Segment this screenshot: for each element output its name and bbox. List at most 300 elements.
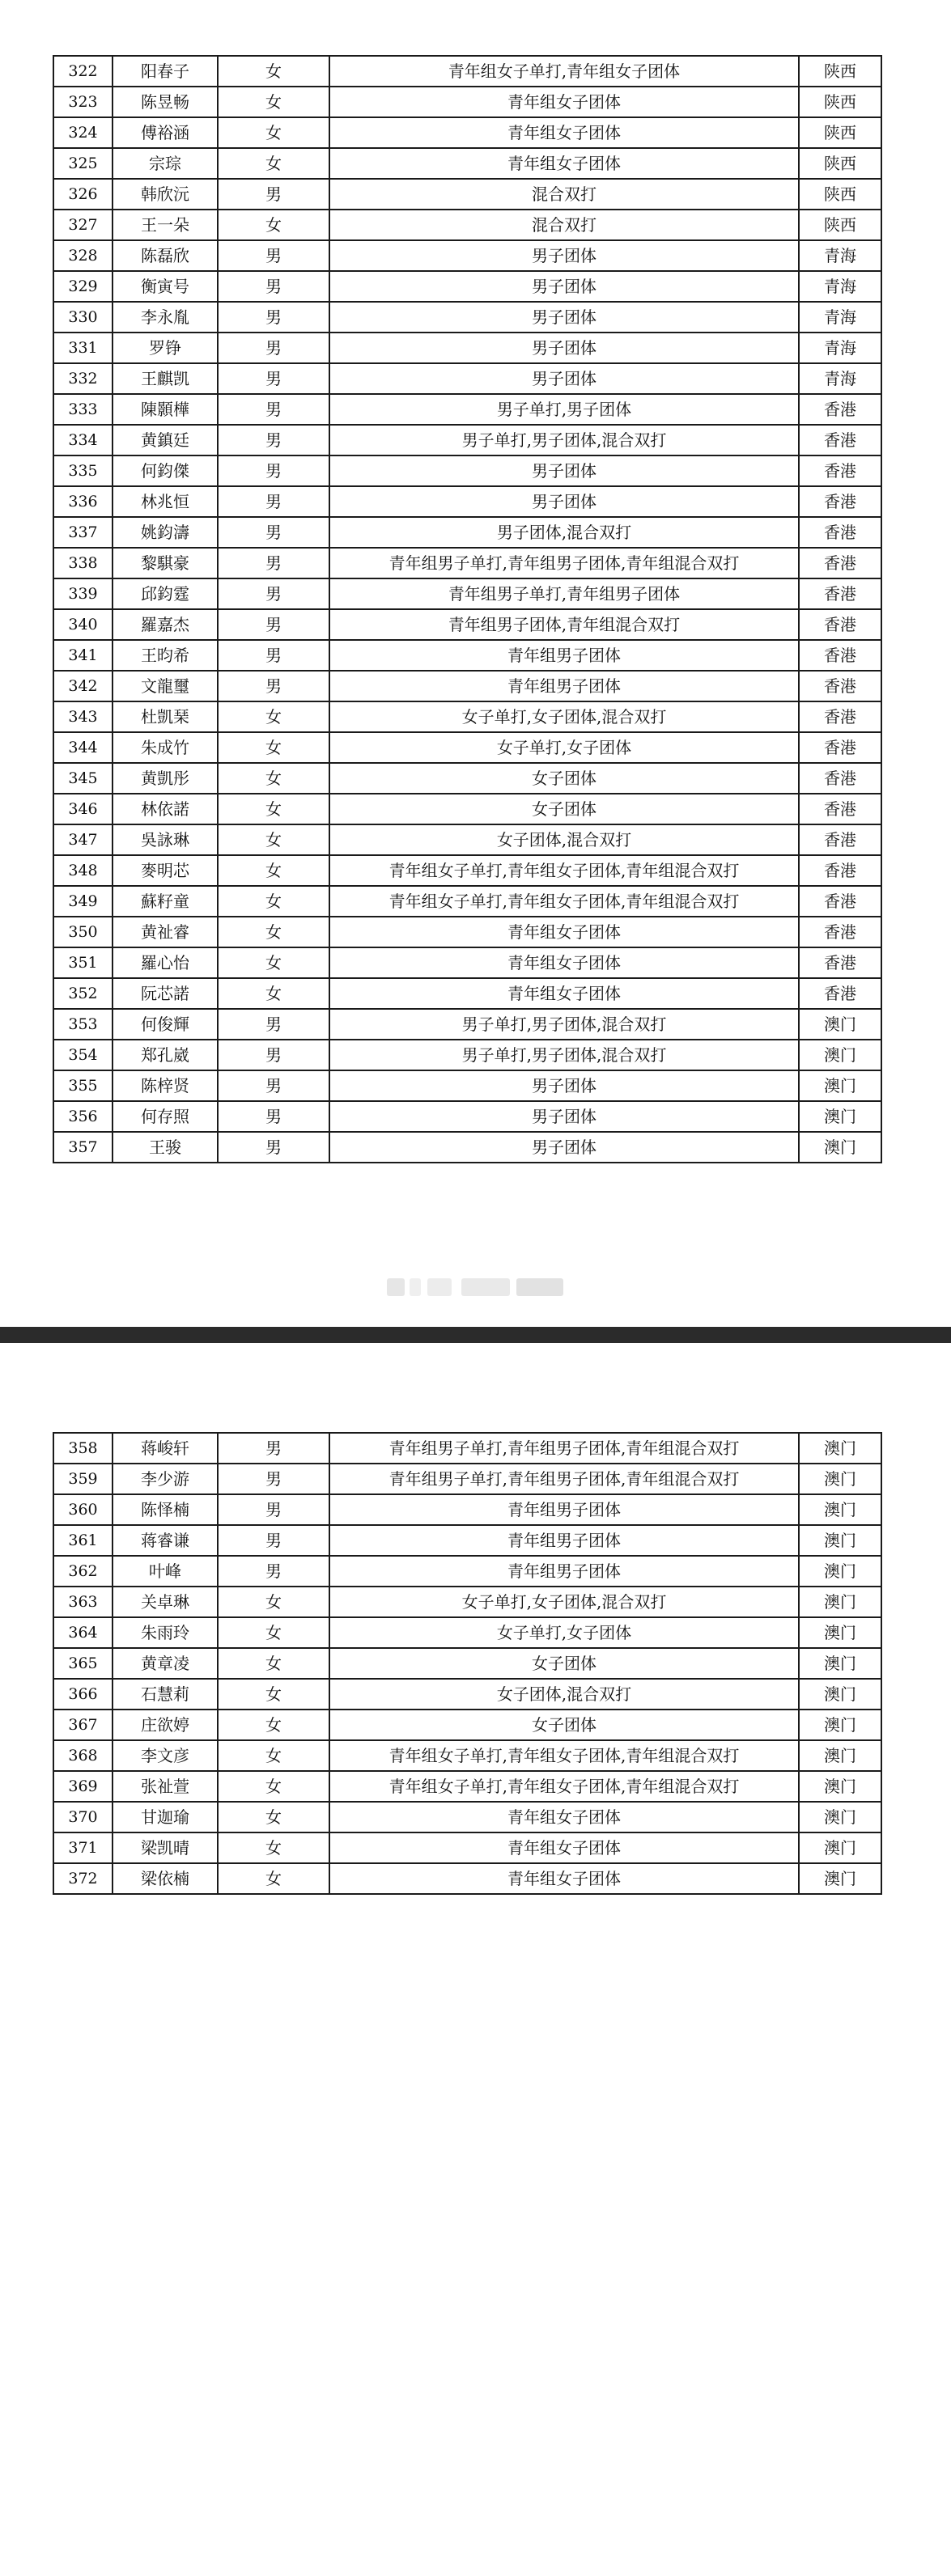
athlete-number-cell: 337 xyxy=(53,517,113,548)
table-row xyxy=(53,701,881,732)
table-row xyxy=(53,1101,881,1132)
athlete-number-cell: 323 xyxy=(53,87,113,117)
athlete-number-cell: 340 xyxy=(53,609,113,640)
athlete-name-cell: 李少游 xyxy=(113,1464,218,1494)
athlete-gender-cell: 女 xyxy=(218,56,329,87)
athlete-region-cell: 澳门 xyxy=(799,1648,881,1679)
athlete-number-cell: 351 xyxy=(53,947,113,978)
athlete-number-cell: 336 xyxy=(53,486,113,517)
table-row xyxy=(53,333,881,363)
table-row xyxy=(53,1710,881,1740)
athlete-event-cell: 男子单打,男子团体,混合双打 xyxy=(329,425,799,455)
athlete-gender-cell: 男 xyxy=(218,271,329,302)
table-row xyxy=(53,548,881,578)
athlete-name-cell: 衡寅号 xyxy=(113,271,218,302)
athlete-name-cell: 梁依楠 xyxy=(113,1863,218,1894)
athlete-event-cell: 青年组女子单打,青年组女子团体,青年组混合双打 xyxy=(329,886,799,917)
athlete-name-cell: 关卓琳 xyxy=(113,1587,218,1617)
table-row xyxy=(53,240,881,271)
athlete-name-cell: 傅裕涵 xyxy=(113,117,218,148)
athlete-region-cell: 澳门 xyxy=(799,1617,881,1648)
athlete-name-cell: 梁凯晴 xyxy=(113,1832,218,1863)
athlete-region-cell: 香港 xyxy=(799,732,881,763)
table-row xyxy=(53,671,881,701)
athlete-region-cell: 澳门 xyxy=(799,1710,881,1740)
athlete-name-cell: 李永胤 xyxy=(113,302,218,333)
athlete-region-cell: 澳门 xyxy=(799,1494,881,1525)
athlete-name-cell: 黄祉睿 xyxy=(113,917,218,947)
athlete-name-cell: 黎騏豪 xyxy=(113,548,218,578)
table-row xyxy=(53,917,881,947)
athlete-gender-cell: 男 xyxy=(218,640,329,671)
athlete-gender-cell: 女 xyxy=(218,763,329,794)
table-row xyxy=(53,1679,881,1710)
athlete-event-cell: 青年组男子单打,青年组男子团体 xyxy=(329,578,799,609)
athlete-region-cell: 澳门 xyxy=(799,1009,881,1040)
athlete-gender-cell: 男 xyxy=(218,609,329,640)
athlete-event-cell: 混合双打 xyxy=(329,179,799,210)
athlete-name-cell: 黄鎮廷 xyxy=(113,425,218,455)
athlete-region-cell: 澳门 xyxy=(799,1525,881,1556)
athlete-name-cell: 何存照 xyxy=(113,1101,218,1132)
table-row xyxy=(53,363,881,394)
athlete-number-cell: 358 xyxy=(53,1433,113,1464)
table-row xyxy=(53,1070,881,1101)
athlete-region-cell: 香港 xyxy=(799,578,881,609)
athlete-gender-cell: 女 xyxy=(218,855,329,886)
table-row xyxy=(53,1617,881,1648)
athlete-gender-cell: 女 xyxy=(218,1679,329,1710)
athlete-gender-cell: 男 xyxy=(218,1009,329,1040)
athlete-event-cell: 女子单打,女子团体 xyxy=(329,732,799,763)
athlete-number-cell: 352 xyxy=(53,978,113,1009)
watermark-logo xyxy=(387,1273,569,1301)
athlete-gender-cell: 女 xyxy=(218,947,329,978)
athlete-number-cell: 326 xyxy=(53,179,113,210)
athlete-number-cell: 322 xyxy=(53,56,113,87)
athlete-name-cell: 文龍璽 xyxy=(113,671,218,701)
athlete-number-cell: 334 xyxy=(53,425,113,455)
athlete-number-cell: 369 xyxy=(53,1771,113,1802)
athlete-gender-cell: 女 xyxy=(218,1587,329,1617)
table-row xyxy=(53,1863,881,1894)
athlete-event-cell: 青年组男子单打,青年组男子团体,青年组混合双打 xyxy=(329,1464,799,1494)
athlete-event-cell: 青年组女子单打,青年组女子团体,青年组混合双打 xyxy=(329,1771,799,1802)
athlete-gender-cell: 男 xyxy=(218,1070,329,1101)
athlete-number-cell: 343 xyxy=(53,701,113,732)
athlete-name-cell: 朱雨玲 xyxy=(113,1617,218,1648)
table-row xyxy=(53,1587,881,1617)
athlete-number-cell: 327 xyxy=(53,210,113,240)
table-row xyxy=(53,271,881,302)
athlete-gender-cell: 男 xyxy=(218,240,329,271)
athlete-event-cell: 男子团体 xyxy=(329,1070,799,1101)
athlete-number-cell: 325 xyxy=(53,148,113,179)
table-row xyxy=(53,455,881,486)
athlete-number-cell: 342 xyxy=(53,671,113,701)
athlete-event-cell: 青年组女子团体 xyxy=(329,917,799,947)
athlete-number-cell: 355 xyxy=(53,1070,113,1101)
athlete-gender-cell: 女 xyxy=(218,701,329,732)
athlete-number-cell: 360 xyxy=(53,1494,113,1525)
athlete-name-cell: 庄欲婷 xyxy=(113,1710,218,1740)
athlete-region-cell: 陕西 xyxy=(799,148,881,179)
athlete-name-cell: 黄章凌 xyxy=(113,1648,218,1679)
athlete-name-cell: 石慧莉 xyxy=(113,1679,218,1710)
athlete-name-cell: 宗琮 xyxy=(113,148,218,179)
table-row xyxy=(53,486,881,517)
table-row xyxy=(53,824,881,855)
table-row xyxy=(53,1132,881,1163)
athlete-gender-cell: 男 xyxy=(218,578,329,609)
athlete-gender-cell: 男 xyxy=(218,1101,329,1132)
table-row xyxy=(53,1009,881,1040)
athlete-number-cell: 350 xyxy=(53,917,113,947)
athlete-name-cell: 何俊輝 xyxy=(113,1009,218,1040)
table-row xyxy=(53,732,881,763)
athlete-region-cell: 澳门 xyxy=(799,1433,881,1464)
athlete-gender-cell: 男 xyxy=(218,1494,329,1525)
athlete-event-cell: 女子单打,女子团体,混合双打 xyxy=(329,701,799,732)
athlete-event-cell: 女子团体 xyxy=(329,1648,799,1679)
athlete-number-cell: 366 xyxy=(53,1679,113,1710)
athlete-number-cell: 349 xyxy=(53,886,113,917)
athlete-number-cell: 328 xyxy=(53,240,113,271)
athlete-name-cell: 麥明芯 xyxy=(113,855,218,886)
athlete-event-cell: 青年组男子单打,青年组男子团体,青年组混合双打 xyxy=(329,548,799,578)
athlete-region-cell: 香港 xyxy=(799,947,881,978)
athlete-name-cell: 黄凱彤 xyxy=(113,763,218,794)
athlete-event-cell: 男子单打,男子团体,混合双打 xyxy=(329,1040,799,1070)
athlete-number-cell: 372 xyxy=(53,1863,113,1894)
athlete-gender-cell: 女 xyxy=(218,824,329,855)
athlete-region-cell: 香港 xyxy=(799,425,881,455)
table-row xyxy=(53,1525,881,1556)
table-row xyxy=(53,56,881,87)
athlete-gender-cell: 男 xyxy=(218,486,329,517)
athlete-name-cell: 林兆恒 xyxy=(113,486,218,517)
table-row xyxy=(53,1740,881,1771)
athlete-name-cell: 陳顥樺 xyxy=(113,394,218,425)
table-row xyxy=(53,978,881,1009)
athlete-number-cell: 335 xyxy=(53,455,113,486)
athlete-region-cell: 澳门 xyxy=(799,1832,881,1863)
athlete-number-cell: 371 xyxy=(53,1832,113,1863)
athlete-name-cell: 郑孔崴 xyxy=(113,1040,218,1070)
athlete-name-cell: 蒋睿谦 xyxy=(113,1525,218,1556)
document-page-2 xyxy=(0,1343,951,2576)
athlete-name-cell: 王昀希 xyxy=(113,640,218,671)
athlete-gender-cell: 男 xyxy=(218,394,329,425)
athlete-gender-cell: 男 xyxy=(218,1525,329,1556)
athlete-region-cell: 澳门 xyxy=(799,1679,881,1710)
athlete-event-cell: 男子单打,男子团体,混合双打 xyxy=(329,1009,799,1040)
athlete-event-cell: 青年组女子团体 xyxy=(329,1832,799,1863)
athlete-region-cell: 青海 xyxy=(799,333,881,363)
athlete-number-cell: 354 xyxy=(53,1040,113,1070)
athlete-event-cell: 男子团体 xyxy=(329,240,799,271)
athlete-number-cell: 353 xyxy=(53,1009,113,1040)
athlete-event-cell: 青年组女子单打,青年组女子团体 xyxy=(329,56,799,87)
athlete-gender-cell: 男 xyxy=(218,1040,329,1070)
athlete-event-cell: 青年组男子团体 xyxy=(329,1525,799,1556)
athlete-event-cell: 青年组女子团体 xyxy=(329,1863,799,1894)
table-row xyxy=(53,1648,881,1679)
athlete-name-cell: 李文彦 xyxy=(113,1740,218,1771)
athlete-gender-cell: 女 xyxy=(218,1771,329,1802)
athlete-event-cell: 男子团体 xyxy=(329,302,799,333)
athlete-event-cell: 青年组女子团体 xyxy=(329,117,799,148)
athlete-gender-cell: 女 xyxy=(218,732,329,763)
athlete-region-cell: 澳门 xyxy=(799,1802,881,1832)
athlete-number-cell: 338 xyxy=(53,548,113,578)
table-row xyxy=(53,148,881,179)
athlete-region-cell: 澳门 xyxy=(799,1132,881,1163)
athlete-region-cell: 陕西 xyxy=(799,56,881,87)
athlete-region-cell: 澳门 xyxy=(799,1464,881,1494)
table-row xyxy=(53,1802,881,1832)
athlete-number-cell: 347 xyxy=(53,824,113,855)
athlete-name-cell: 陈昱畅 xyxy=(113,87,218,117)
athlete-gender-cell: 女 xyxy=(218,978,329,1009)
athlete-event-cell: 男子团体 xyxy=(329,333,799,363)
athlete-gender-cell: 男 xyxy=(218,455,329,486)
table-row xyxy=(53,947,881,978)
athlete-event-cell: 男子团体 xyxy=(329,1101,799,1132)
athlete-region-cell: 澳门 xyxy=(799,1040,881,1070)
athlete-name-cell: 邱鈞霆 xyxy=(113,578,218,609)
athlete-gender-cell: 女 xyxy=(218,210,329,240)
athlete-region-cell: 香港 xyxy=(799,671,881,701)
athlete-event-cell: 青年组女子团体 xyxy=(329,148,799,179)
athlete-region-cell: 澳门 xyxy=(799,1863,881,1894)
athlete-gender-cell: 男 xyxy=(218,179,329,210)
athlete-gender-cell: 女 xyxy=(218,1740,329,1771)
table-row xyxy=(53,179,881,210)
athlete-gender-cell: 女 xyxy=(218,87,329,117)
table-row xyxy=(53,1433,881,1464)
athlete-gender-cell: 男 xyxy=(218,517,329,548)
roster-table-body xyxy=(53,1433,881,1894)
table-row xyxy=(53,1832,881,1863)
athlete-gender-cell: 男 xyxy=(218,363,329,394)
athlete-event-cell: 青年组男子单打,青年组男子团体,青年组混合双打 xyxy=(329,1433,799,1464)
athlete-event-cell: 男子团体 xyxy=(329,455,799,486)
athlete-name-cell: 甘迦瑜 xyxy=(113,1802,218,1832)
table-row xyxy=(53,640,881,671)
athlete-number-cell: 368 xyxy=(53,1740,113,1771)
athlete-name-cell: 蘇籽童 xyxy=(113,886,218,917)
athlete-region-cell: 青海 xyxy=(799,302,881,333)
athlete-region-cell: 香港 xyxy=(799,794,881,824)
athlete-event-cell: 女子团体,混合双打 xyxy=(329,1679,799,1710)
athlete-number-cell: 341 xyxy=(53,640,113,671)
athlete-event-cell: 青年组女子团体 xyxy=(329,87,799,117)
table-row xyxy=(53,210,881,240)
athlete-name-cell: 陈梓贤 xyxy=(113,1070,218,1101)
athlete-gender-cell: 女 xyxy=(218,1648,329,1679)
athlete-gender-cell: 男 xyxy=(218,302,329,333)
athlete-name-cell: 陈怿楠 xyxy=(113,1494,218,1525)
athlete-event-cell: 男子单打,男子团体 xyxy=(329,394,799,425)
athlete-name-cell: 张祉萱 xyxy=(113,1771,218,1802)
athlete-region-cell: 香港 xyxy=(799,855,881,886)
athlete-gender-cell: 男 xyxy=(218,1433,329,1464)
athlete-event-cell: 青年组女子单打,青年组女子团体,青年组混合双打 xyxy=(329,855,799,886)
athlete-name-cell: 姚鈞濤 xyxy=(113,517,218,548)
athlete-event-cell: 青年组女子团体 xyxy=(329,947,799,978)
page-divider xyxy=(0,1327,951,1343)
athlete-number-cell: 339 xyxy=(53,578,113,609)
table-row xyxy=(53,1040,881,1070)
table-row xyxy=(53,425,881,455)
table-row xyxy=(53,1494,881,1525)
athlete-gender-cell: 女 xyxy=(218,148,329,179)
athlete-number-cell: 356 xyxy=(53,1101,113,1132)
athlete-number-cell: 363 xyxy=(53,1587,113,1617)
athlete-name-cell: 罗铮 xyxy=(113,333,218,363)
athlete-number-cell: 333 xyxy=(53,394,113,425)
athlete-event-cell: 女子单打,女子团体 xyxy=(329,1617,799,1648)
athlete-number-cell: 324 xyxy=(53,117,113,148)
athlete-gender-cell: 女 xyxy=(218,917,329,947)
athlete-event-cell: 青年组女子团体 xyxy=(329,978,799,1009)
athlete-gender-cell: 女 xyxy=(218,1832,329,1863)
athlete-event-cell: 女子团体 xyxy=(329,1710,799,1740)
athlete-name-cell: 羅心怡 xyxy=(113,947,218,978)
athlete-name-cell: 蒋峻轩 xyxy=(113,1433,218,1464)
athlete-name-cell: 韩欣沅 xyxy=(113,179,218,210)
athlete-region-cell: 陕西 xyxy=(799,87,881,117)
athlete-name-cell: 阳春子 xyxy=(113,56,218,87)
athlete-number-cell: 348 xyxy=(53,855,113,886)
table-row xyxy=(53,886,881,917)
athlete-gender-cell: 男 xyxy=(218,425,329,455)
table-row xyxy=(53,394,881,425)
athlete-region-cell: 澳门 xyxy=(799,1101,881,1132)
athlete-number-cell: 359 xyxy=(53,1464,113,1494)
table-row xyxy=(53,517,881,548)
athlete-gender-cell: 女 xyxy=(218,886,329,917)
table-row xyxy=(53,1771,881,1802)
athlete-number-cell: 346 xyxy=(53,794,113,824)
table-row xyxy=(53,1556,881,1587)
athlete-name-cell: 何鈞傑 xyxy=(113,455,218,486)
athlete-region-cell: 青海 xyxy=(799,363,881,394)
athlete-roster-table xyxy=(53,1432,882,1895)
athlete-number-cell: 332 xyxy=(53,363,113,394)
athlete-region-cell: 青海 xyxy=(799,271,881,302)
table-row xyxy=(53,794,881,824)
athlete-gender-cell: 男 xyxy=(218,1132,329,1163)
athlete-name-cell: 王一朵 xyxy=(113,210,218,240)
athlete-region-cell: 香港 xyxy=(799,917,881,947)
athlete-number-cell: 357 xyxy=(53,1132,113,1163)
athlete-region-cell: 澳门 xyxy=(799,1771,881,1802)
athlete-region-cell: 香港 xyxy=(799,978,881,1009)
athlete-region-cell: 陕西 xyxy=(799,117,881,148)
athlete-gender-cell: 女 xyxy=(218,1710,329,1740)
athlete-number-cell: 365 xyxy=(53,1648,113,1679)
athlete-name-cell: 吳詠琳 xyxy=(113,824,218,855)
athlete-name-cell: 陈磊欣 xyxy=(113,240,218,271)
athlete-event-cell: 女子单打,女子团体,混合双打 xyxy=(329,1587,799,1617)
athlete-number-cell: 364 xyxy=(53,1617,113,1648)
athlete-region-cell: 香港 xyxy=(799,394,881,425)
athlete-number-cell: 331 xyxy=(53,333,113,363)
athlete-region-cell: 香港 xyxy=(799,609,881,640)
athlete-event-cell: 混合双打 xyxy=(329,210,799,240)
athlete-number-cell: 361 xyxy=(53,1525,113,1556)
athlete-event-cell: 女子团体,混合双打 xyxy=(329,824,799,855)
athlete-region-cell: 香港 xyxy=(799,517,881,548)
athlete-name-cell: 王麒凯 xyxy=(113,363,218,394)
athlete-gender-cell: 男 xyxy=(218,548,329,578)
athlete-name-cell: 阮芯諾 xyxy=(113,978,218,1009)
athlete-event-cell: 青年组男子团体 xyxy=(329,671,799,701)
athlete-region-cell: 香港 xyxy=(799,824,881,855)
table-row xyxy=(53,609,881,640)
athlete-region-cell: 澳门 xyxy=(799,1556,881,1587)
athlete-gender-cell: 男 xyxy=(218,1556,329,1587)
table-row xyxy=(53,578,881,609)
table-row xyxy=(53,855,881,886)
roster-table-body xyxy=(53,56,881,1163)
athlete-event-cell: 青年组男子团体 xyxy=(329,640,799,671)
athlete-region-cell: 香港 xyxy=(799,548,881,578)
athlete-region-cell: 陕西 xyxy=(799,210,881,240)
athlete-region-cell: 澳门 xyxy=(799,1070,881,1101)
table-row xyxy=(53,302,881,333)
athlete-number-cell: 370 xyxy=(53,1802,113,1832)
athlete-region-cell: 澳门 xyxy=(799,1740,881,1771)
athlete-event-cell: 男子团体 xyxy=(329,271,799,302)
table-row xyxy=(53,117,881,148)
athlete-region-cell: 青海 xyxy=(799,240,881,271)
athlete-event-cell: 青年组女子单打,青年组女子团体,青年组混合双打 xyxy=(329,1740,799,1771)
table-row xyxy=(53,1464,881,1494)
athlete-region-cell: 香港 xyxy=(799,455,881,486)
athlete-event-cell: 青年组女子团体 xyxy=(329,1802,799,1832)
athlete-region-cell: 香港 xyxy=(799,886,881,917)
athlete-number-cell: 367 xyxy=(53,1710,113,1740)
athlete-gender-cell: 男 xyxy=(218,333,329,363)
athlete-region-cell: 澳门 xyxy=(799,1587,881,1617)
athlete-gender-cell: 男 xyxy=(218,671,329,701)
athlete-gender-cell: 女 xyxy=(218,1617,329,1648)
athlete-number-cell: 329 xyxy=(53,271,113,302)
athlete-gender-cell: 男 xyxy=(218,1464,329,1494)
athlete-number-cell: 362 xyxy=(53,1556,113,1587)
athlete-event-cell: 男子团体,混合双打 xyxy=(329,517,799,548)
athlete-event-cell: 女子团体 xyxy=(329,794,799,824)
athlete-name-cell: 杜凱琹 xyxy=(113,701,218,732)
athlete-number-cell: 345 xyxy=(53,763,113,794)
athlete-event-cell: 男子团体 xyxy=(329,1132,799,1163)
table-row xyxy=(53,87,881,117)
athlete-region-cell: 香港 xyxy=(799,763,881,794)
athlete-region-cell: 香港 xyxy=(799,486,881,517)
athlete-event-cell: 男子团体 xyxy=(329,363,799,394)
athlete-event-cell: 女子团体 xyxy=(329,763,799,794)
athlete-name-cell: 林依諾 xyxy=(113,794,218,824)
athlete-event-cell: 青年组男子团体 xyxy=(329,1556,799,1587)
athlete-name-cell: 羅嘉杰 xyxy=(113,609,218,640)
athlete-region-cell: 香港 xyxy=(799,640,881,671)
athlete-region-cell: 香港 xyxy=(799,701,881,732)
athlete-name-cell: 叶峰 xyxy=(113,1556,218,1587)
athlete-region-cell: 陕西 xyxy=(799,179,881,210)
